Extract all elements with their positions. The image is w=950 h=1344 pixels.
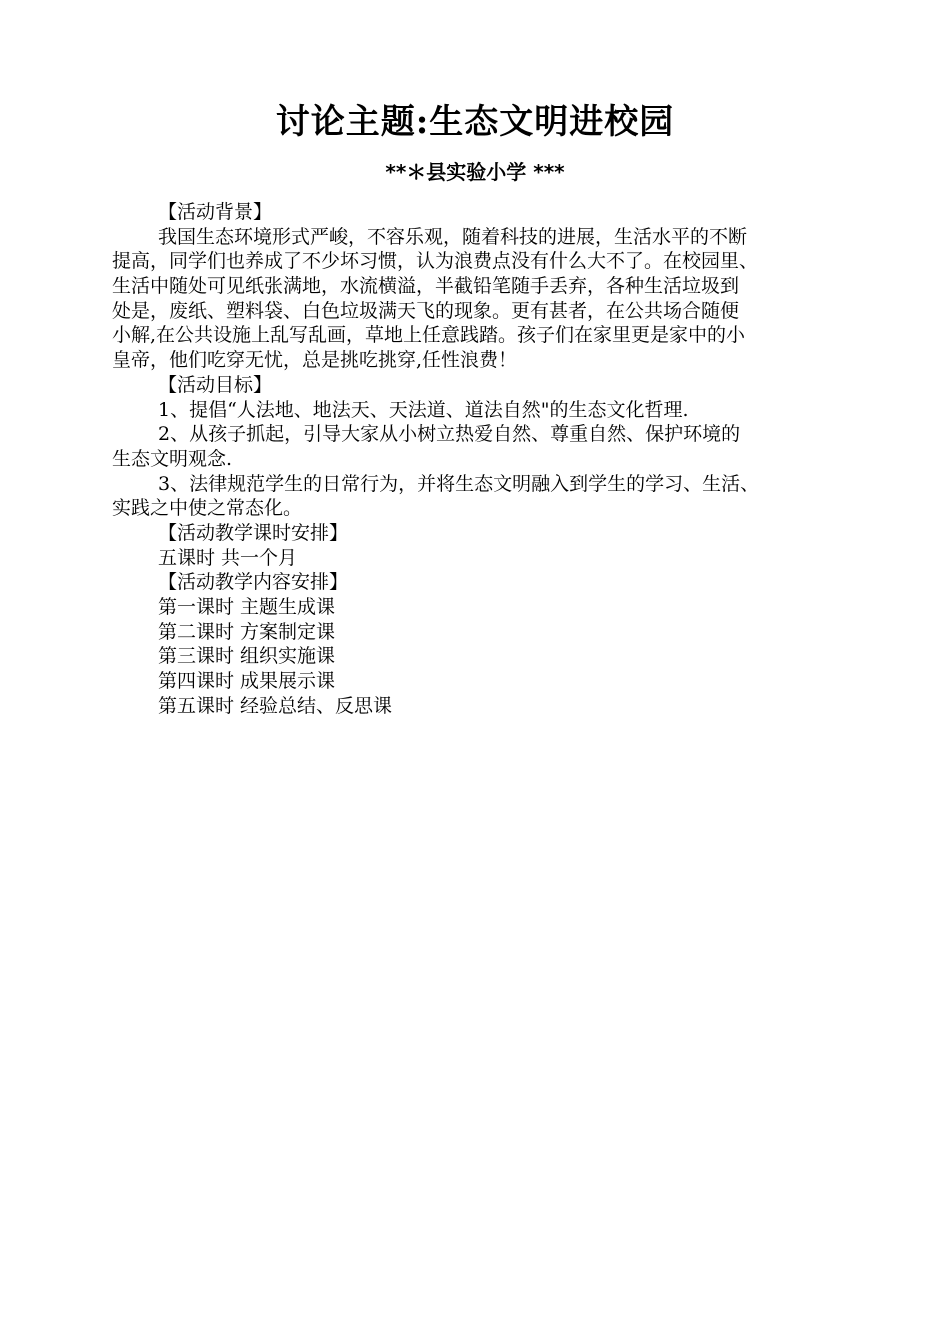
school-name: **＊县实验小学 *** — [385, 160, 565, 184]
background-line: 处是，废纸、塑料袋、白色垃圾满天飞的现象。更有甚者，在公共场合随便 — [112, 299, 740, 322]
lesson-item: 第三课时 组织实施课 — [158, 645, 336, 668]
lesson-item: 第一课时 主题生成课 — [158, 596, 336, 618]
schedule-text: 五课时 共一个月 — [158, 546, 298, 569]
goal-item: 1、提倡“人法地、地法天、天法道、道法自然"的生态文化哲理. — [158, 398, 689, 421]
background-heading: 【活动背景】 — [158, 201, 273, 223]
background-line: 皇帝，他们吃穿无忧，总是挑吃挑穿,任性浪费！ — [112, 349, 518, 372]
background-line: 提高，同学们也养成了不少坏习惯，认为浪费点没有什么大不了。在校园里、 — [112, 250, 759, 273]
content-heading: 【活动教学内容安排】 — [158, 571, 349, 594]
goal-item: 3、法律规范学生的日常行为，并将生态文明融入到学生的学习、生活、 — [158, 472, 760, 495]
document-body — [112, 200, 874, 718]
goal-item-continued: 生态文明观念. — [112, 447, 233, 470]
goal-item: 2、从孩子抓起，引导大家从小树立热爱自然、尊重自然、保护环境的 — [158, 423, 741, 446]
background-line: 小解,在公共设施上乱写乱画，草地上任意践踏。孩子们在家里更是家中的小 — [112, 324, 746, 347]
schedule-heading: 【活动教学课时安排】 — [158, 521, 349, 544]
background-line: 我国生态环境形式严峻，不容乐观，随着科技的进展，生活水平的不断 — [158, 225, 748, 248]
lesson-item: 第二课时 方案制定课 — [158, 620, 336, 643]
goal-item-continued: 实践之中使之常态化。 — [112, 497, 303, 520]
document-title: 讨论主题:生态文明进校园 — [275, 102, 675, 142]
background-line: 生活中随处可见纸张满地，水流横溢，半截铅笔随手丢弃，各种生活垃圾到 — [112, 275, 740, 298]
goals-heading: 【活动目标】 — [158, 373, 273, 396]
lesson-item: 第五课时 经验总结、反思课 — [158, 694, 393, 717]
lesson-item: 第四课时 成果展示课 — [158, 670, 336, 693]
